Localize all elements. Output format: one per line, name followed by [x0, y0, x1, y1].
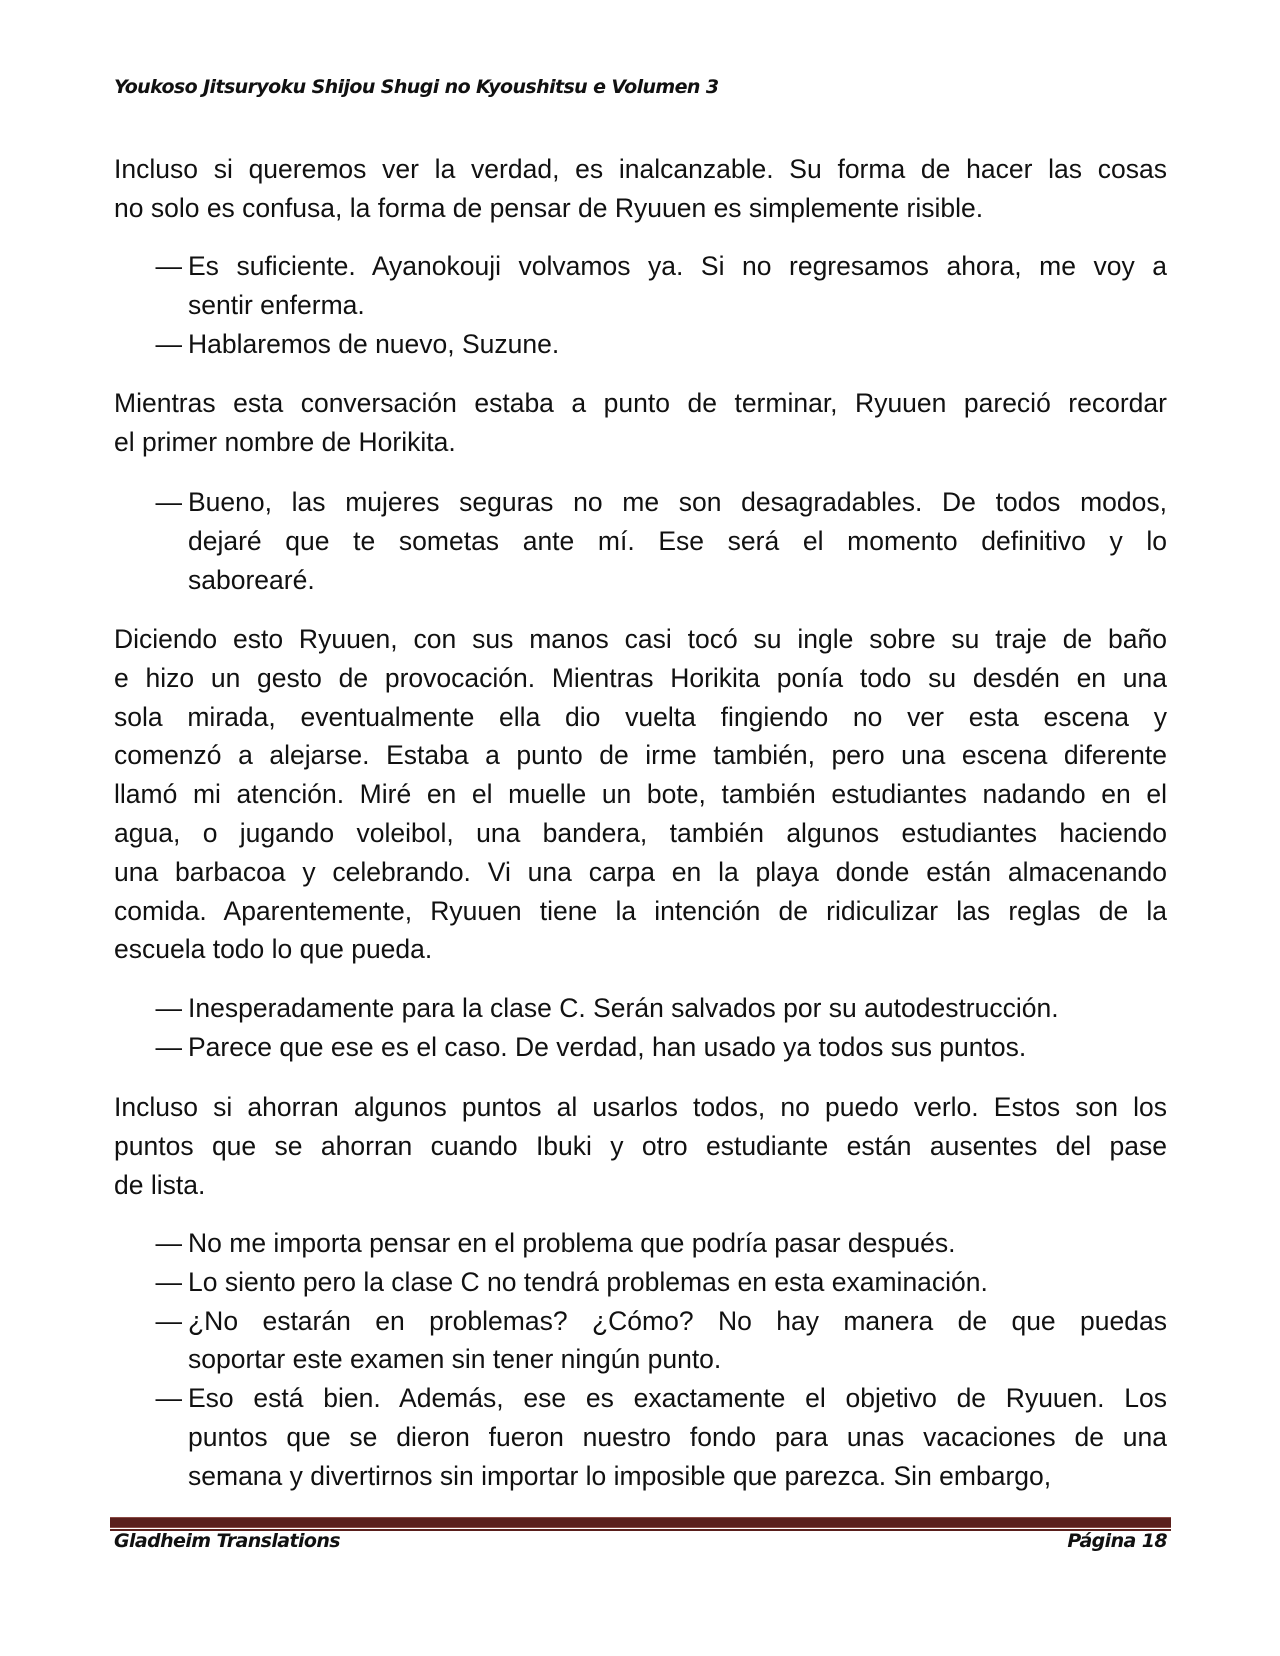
text-line: Mientras esta conversación estaba a punto de terminar, Ryuuen pareció recordar: [114, 388, 1167, 418]
em-dash: —: [155, 1228, 182, 1258]
dialogue-text: [188, 1302, 1167, 1380]
text-line: Es suficiente. Ayanokouji volvamos ya. Si no regresamos ahora, me voy a: [188, 251, 1167, 281]
em-dash: —: [155, 1031, 182, 1062]
dialogue-line: [148, 989, 1167, 1028]
dialogue-line: [148, 247, 1167, 325]
dialogue-block: [148, 247, 1167, 363]
dialogue-text: [188, 1379, 1167, 1495]
running-header: Youkoso Jitsuryoku Shijou Shugi no Kyoushitsu e Volumen 3: [114, 76, 719, 98]
paragraph: [114, 150, 1167, 228]
dialogue-text: [188, 1224, 1167, 1263]
em-dash: —: [155, 1305, 182, 1336]
paragraph: [114, 384, 1167, 462]
dialogue-block: [148, 483, 1167, 599]
text-line: escuela todo lo que pueda.: [114, 934, 433, 965]
em-dash: —: [155, 1266, 182, 1297]
dialogue-block: [148, 1224, 1167, 1496]
footer-rule: [110, 1517, 1171, 1528]
dialogue-text: [188, 247, 1167, 325]
footer-page-number: Página 18: [1067, 1530, 1167, 1552]
dialogue-line: [148, 1028, 1167, 1067]
text-line: ¿No estarán en problemas? ¿Cómo? No hay manera de que puedas: [188, 1305, 1167, 1336]
dialogue-text: [188, 1263, 1167, 1302]
paragraph: [114, 1088, 1167, 1204]
dialogue-line: [148, 1263, 1167, 1302]
text-line: saborearé.: [188, 564, 315, 595]
text-line: e hizo un gesto de provocación. Mientras Horikita ponía todo su desdén en una: [114, 662, 1167, 693]
text-line: Parece que ese es el caso. De verdad, han usado ya todos sus puntos.: [188, 1031, 1027, 1062]
em-dash: —: [155, 1383, 182, 1414]
text-line: llamó mi atención. Miré en el muelle un bote, también estudiantes nadando en el: [114, 779, 1167, 810]
text-line: agua, o jugando voleibol, una bandera, también algunos estudiantes haciendo: [114, 817, 1167, 848]
text-line: comida. Aparentemente, Ryuuen tiene la intención de ridiculizar las reglas de la: [114, 895, 1167, 926]
text-line: Incluso si queremos ver la verdad, es inalcanzable. Su forma de hacer las cosas: [114, 154, 1167, 184]
text-line: sentir enferma.: [188, 289, 365, 320]
dialogue-line: [148, 1302, 1167, 1380]
text-line: Diciendo esto Ryuuen, con sus manos casi tocó su ingle sobre su traje de baño: [114, 624, 1167, 654]
text-line: Hablaremos de nuevo, Suzune.: [188, 328, 560, 359]
text-line: Bueno, las mujeres seguras no me son desagradables. De todos modos,: [188, 487, 1167, 517]
em-dash: —: [155, 487, 182, 517]
text-line: una barbacoa y celebrando. Vi una carpa en la playa donde están almacenando: [114, 856, 1167, 887]
em-dash: —: [155, 993, 182, 1023]
dialogue-line: [148, 325, 1167, 364]
dialogue-text: [188, 483, 1167, 599]
dialogue-line: [148, 1224, 1167, 1263]
text-line: no solo es confusa, la forma de pensar de Ryuuen es simplemente risible.: [114, 192, 984, 223]
text-line: de lista.: [114, 1169, 206, 1200]
text-line: puntos que se dieron fueron nuestro fondo para unas vacaciones de una: [188, 1421, 1167, 1452]
dialogue-text: [188, 989, 1167, 1028]
em-dash: —: [155, 328, 182, 359]
text-line: No me importa pensar en el problema que podría pasar después.: [188, 1228, 956, 1258]
text-line: Incluso si ahorran algunos puntos al usarlos todos, no puedo verlo. Estos son los: [114, 1092, 1167, 1122]
text-line: Eso está bien. Además, ese es exactamente el objetivo de Ryuuen. Los: [188, 1383, 1167, 1414]
dialogue-block: [148, 989, 1167, 1067]
dialogue-text: [188, 1028, 1167, 1067]
text-line: semana y divertirnos sin importar lo imposible que parezca. Sin embargo,: [188, 1460, 1052, 1491]
dialogue-line: [148, 483, 1167, 599]
text-line: puntos que se ahorran cuando Ibuki y otro estudiante están ausentes del pase: [114, 1130, 1167, 1161]
text-line: el primer nombre de Horikita.: [114, 426, 456, 457]
dialogue-line: [148, 1379, 1167, 1495]
text-line: comenzó a alejarse. Estaba a punto de irme también, pero una escena diferente: [114, 740, 1167, 771]
text-line: sola mirada, eventualmente ella dio vuelta fingiendo no ver esta escena y: [114, 701, 1167, 732]
paragraph: [114, 620, 1167, 969]
text-line: soportar este examen sin tener ningún punto.: [188, 1344, 722, 1375]
dialogue-text: [188, 325, 1167, 364]
text-line: Lo siento pero la clase C no tendrá problemas en esta examinación.: [188, 1266, 988, 1297]
text-line: Inesperadamente para la clase C. Serán salvados por su autodestrucción.: [188, 993, 1059, 1023]
footer-publisher: Gladheim Translations: [114, 1530, 340, 1552]
text-line: dejaré que te sometas ante mí. Ese será el momento definitivo y lo: [188, 525, 1167, 556]
em-dash: —: [155, 251, 182, 281]
